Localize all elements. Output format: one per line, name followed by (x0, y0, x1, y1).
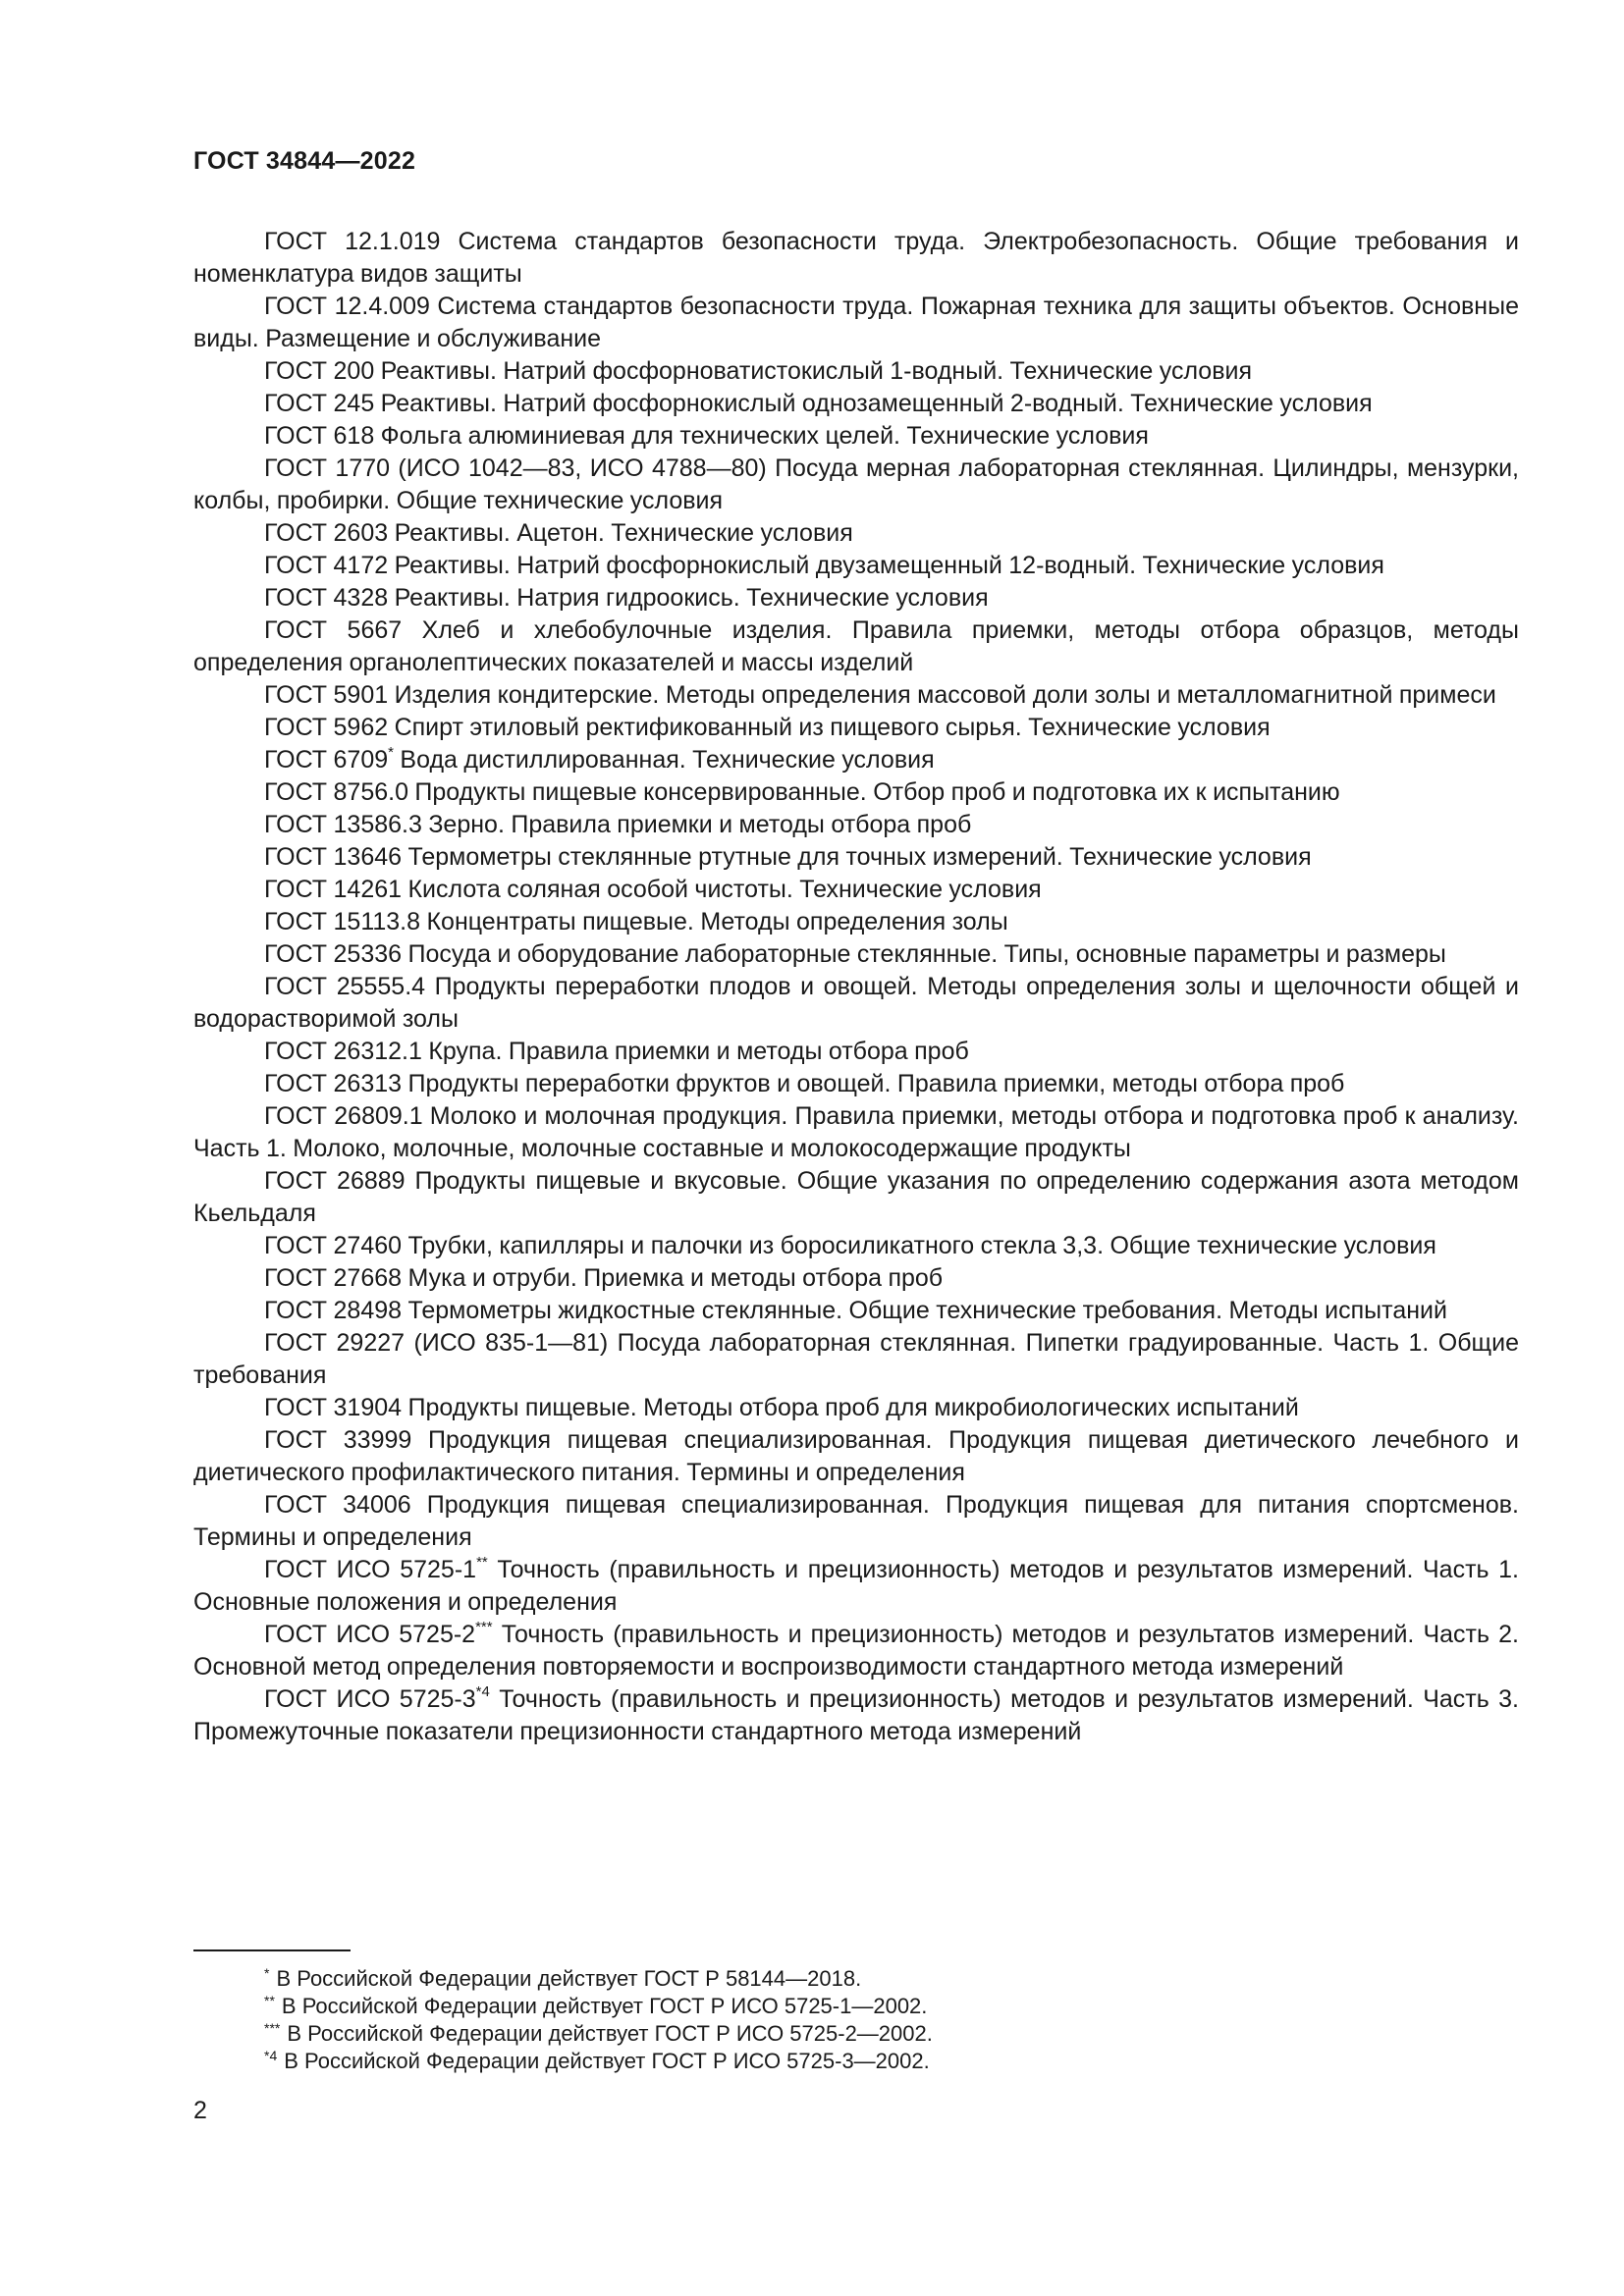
normative-references-list (193, 226, 1519, 1748)
reference-item: ГОСТ 245 Реактивы. Натрий фосфорнокислый однозамещенный 2-водный. Технические условия (264, 390, 1373, 417)
reference-item: ГОСТ 27460 Трубки, капилляры и палочки из боросиликатного стекла 3,3. Общие технические условия (264, 1232, 1436, 1259)
footnote-marker: * (388, 743, 394, 761)
reference-item: ГОСТ 29227 (ИСО 835-1—81) Посуда лабораторная стеклянная. Пипетки градуированные. Часть 1. Общие требования (193, 1329, 1519, 1389)
reference-item: ГОСТ ИСО 5725-2*** Точность (правильность и прецизионность) методов и результатов измерений. Часть 2. Основной метод определения повторяемости и воспроизводимости стандартного метода измерений (193, 1618, 1519, 1681)
reference-item: ГОСТ 25555.4 Продукты переработки плодов и овощей. Методы определения золы и щелочности общей и водорастворимой золы (193, 973, 1519, 1033)
reference-item: ГОСТ 15113.8 Концентраты пищевые. Методы определения золы (264, 908, 1008, 935)
reference-item: ГОСТ 27668 Мука и отруби. Приемка и методы отбора проб (264, 1264, 944, 1292)
reference-item: ГОСТ 5901 Изделия кондитерские. Методы определения массовой доли золы и металломагнитной примеси (264, 681, 1496, 709)
reference-item: ГОСТ 6709* Вода дистиллированная. Технические условия (264, 743, 935, 774)
reference-item: ГОСТ 26312.1 Крупа. Правила приемки и методы отбора проб (264, 1038, 969, 1065)
reference-item: ГОСТ 25336 Посуда и оборудование лабораторные стеклянные. Типы, основные параметры и размеры (264, 940, 1446, 968)
footnote-item: *** В Российской Федерации действует ГОСТ Р ИСО 5725-2—2002. (264, 2019, 933, 2046)
reference-item: ГОСТ 618 Фольга алюминиевая для технических целей. Технические условия (264, 422, 1149, 450)
reference-item: ГОСТ 33999 Продукция пищевая специализированная. Продукция пищевая диетического лечебного и диетического профилактического питания. Термины и определения (193, 1426, 1519, 1486)
reference-item: ГОСТ 200 Реактивы. Натрий фосфорноватистокислый 1-водный. Технические условия (264, 357, 1252, 385)
reference-item: ГОСТ 4328 Реактивы. Натрия гидроокись. Технические условия (264, 584, 989, 612)
reference-item: ГОСТ 5962 Спирт этиловый ректификованный из пищевого сырья. Технические условия (264, 714, 1271, 741)
reference-item: ГОСТ 4172 Реактивы. Натрий фосфорнокислый двузамещенный 12-водный. Технические условия (264, 552, 1384, 579)
footnote-separator (193, 1949, 351, 1951)
reference-item: ГОСТ 26889 Продукты пищевые и вкусовые. Общие указания по определению содержания азота методом Кьельдаля (193, 1167, 1519, 1227)
page-number: 2 (193, 2097, 207, 2124)
reference-item: ГОСТ 5667 Хлеб и хлебобулочные изделия. Правила приемки, методы отбора образцов, методы определения органолептических показателей и массы изделий (193, 616, 1519, 676)
reference-item: ГОСТ 28498 Термометры жидкостные стеклянные. Общие технические требования. Методы испытаний (264, 1297, 1447, 1324)
footnote-marker: ** (476, 1553, 488, 1571)
footnote-item: $^{*4}$ В Российской Федерации действует ГОСТ Р ИСО 5725-3—2002. (264, 2047, 930, 2073)
reference-item: ГОСТ 14261 Кислота соляная особой чистоты. Технические условия (264, 876, 1042, 903)
reference-item: ГОСТ 1770 (ИСО 1042—83, ИСО 4788—80) Посуда мерная лабораторная стеклянная. Цилиндры, мензурки, колбы, пробирки. Общие технические условия (193, 454, 1519, 514)
footnote-marker: * (264, 1964, 270, 1981)
reference-item: ГОСТ 8756.0 Продукты пищевые консервированные. Отбор проб и подготовка их к испытанию (264, 778, 1340, 806)
reference-item: ГОСТ ИСО 5725-3$^{*4}$ Точность (правильность и прецизионность) методов и результатов измерений. Часть 3. Промежуточные показатели прецизионности стандартного метода измерений (193, 1682, 1519, 1745)
footnote-item: * В Российской Федерации действует ГОСТ Р 58144—2018. (264, 1964, 862, 1991)
footnote-marker: ** (264, 1992, 275, 2008)
reference-item: ГОСТ ИСО 5725-1** Точность (правильность и прецизионность) методов и результатов измерений. Часть 1. Основные положения и определения (193, 1553, 1519, 1616)
reference-item: ГОСТ 34006 Продукция пищевая специализированная. Продукция пищевая для питания спортсменов. Термины и определения (193, 1491, 1519, 1551)
reference-item: ГОСТ 13646 Термометры стеклянные ртутные для точных измерений. Технические условия (264, 843, 1312, 871)
reference-item: ГОСТ 31904 Продукты пищевые. Методы отбора проб для микробиологических испытаний (264, 1394, 1299, 1421)
footnote-marker: *4 (264, 2047, 278, 2063)
footnotes (264, 1965, 1442, 2075)
reference-item: ГОСТ 26313 Продукты переработки фруктов и овощей. Правила приемки, методы отбора проб (264, 1070, 1345, 1097)
page-header: ГОСТ 34844—2022 (193, 147, 416, 175)
footnote-marker: *** (264, 2019, 281, 2036)
reference-item: ГОСТ 2603 Реактивы. Ацетон. Технические условия (264, 519, 853, 547)
footnote-marker: *** (475, 1618, 493, 1635)
footnote-marker: *4 (475, 1682, 490, 1700)
reference-item: ГОСТ 13586.3 Зерно. Правила приемки и методы отбора проб (264, 811, 972, 838)
reference-item: ГОСТ 12.1.019 Система стандартов безопасности труда. Электробезопасность. Общие требования и номенклатура видов защиты (193, 228, 1519, 288)
reference-item: ГОСТ 12.4.009 Система стандартов безопасности труда. Пожарная техника для защиты объектов. Основные виды. Размещение и обслуживание (193, 293, 1519, 352)
reference-item: ГОСТ 26809.1 Молоко и молочная продукция. Правила приемки, методы отбора и подготовка проб к анализу. Часть 1. Молоко, молочные, молочные составные и молокосодержащие продукты (193, 1102, 1519, 1162)
footnote-item: ** В Российской Федерации действует ГОСТ Р ИСО 5725-1—2002. (264, 1992, 928, 2018)
